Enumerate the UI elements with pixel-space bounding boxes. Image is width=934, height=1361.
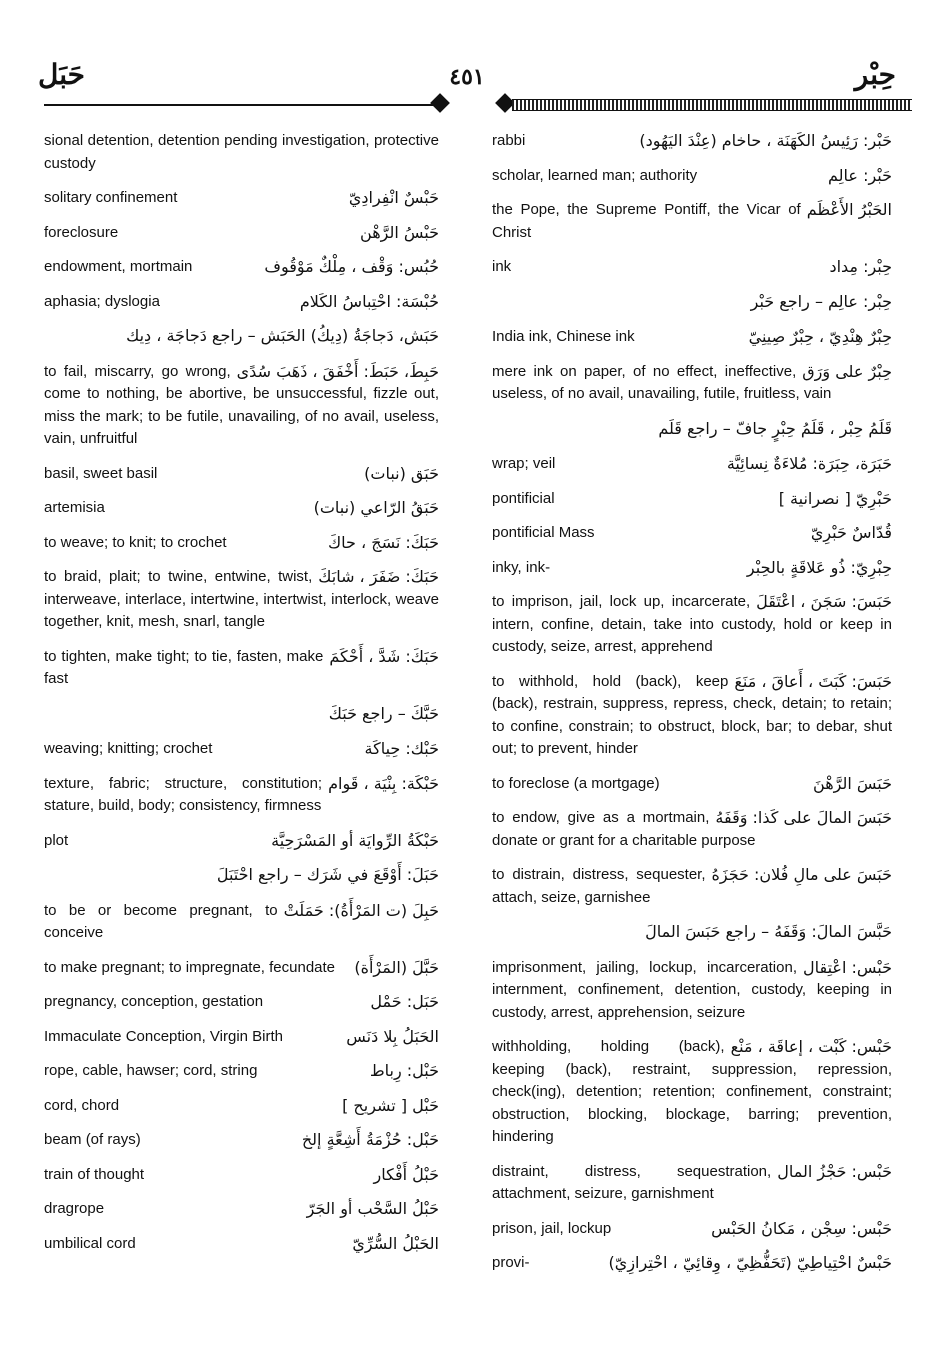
english-definition: pregnancy, conception, gestation (44, 993, 264, 1010)
dictionary-entry (492, 326, 892, 349)
english-definition: the Pope, the Supreme Pontiff, the Vicar of Christ (492, 201, 801, 241)
arabic-headword: قَلَمُ حِبْر ، قَلَمُ حِبْرٍ جافّ – راجع قَلَم (658, 418, 892, 438)
english-definition: to foreclose (a mortgage) (492, 774, 660, 792)
english-definition: mere ink on paper, of no effect, ineffective, useless, of no avail, unavailing, futile, fruitless, vain (492, 362, 832, 402)
arabic-headword: حَبْرِيّ [ نصرانية ] (778, 488, 892, 508)
english-definition: artemisia (44, 499, 105, 516)
page-number: ٤٥١ (449, 64, 485, 90)
dictionary-entry (492, 671, 892, 761)
english-definition: prison, jail, lockup (492, 1219, 612, 1237)
arabic-headword: حَبَلَ: أَوْقَعَ في شَرَك – راجع احْتَبَلَ (216, 865, 439, 884)
arabic-headword: حِبْرٌ هِنْدِيّ ، حِبْرٌ صِينِيّ (748, 327, 892, 346)
header-right-word: حِبْر (854, 58, 896, 91)
dictionary-entry (492, 291, 892, 315)
english-definition: plot (44, 831, 69, 849)
arabic-headword: حِبْرٌ على وَرَق (802, 361, 892, 381)
dictionary-entry (44, 646, 439, 691)
dictionary-entry (492, 522, 892, 545)
english-definition: ink (492, 258, 512, 275)
arabic-headword: حَبَّسَ المالَ: وَقَفَهُ – راجع حَبَسَ المالَ (645, 922, 892, 941)
dictionary-entry (492, 591, 892, 659)
english-definition: cord, chord (44, 1096, 120, 1114)
dictionary-entry (492, 130, 892, 153)
english-definition: to withhold, hold (back), keep (back), restrain, suppress, repress, check, detain; to retain; to confine, constrain; to obstruct, block, bar; to debar, shut out; to prevent, hinder (492, 672, 892, 757)
header-rule-right (512, 99, 912, 111)
dictionary-entry (492, 1161, 892, 1206)
arabic-headword: الحَبَلُ بِلا دَنَس (346, 1026, 439, 1046)
dictionary-entry (44, 532, 439, 555)
dictionary-entry (44, 1129, 439, 1152)
arabic-headword: حُبْسَة: احْتِباسُ الكَلام (299, 291, 439, 311)
left-column (44, 130, 439, 1267)
arabic-headword: حَبَقُ الرّاعي (نبات) (313, 498, 439, 517)
dictionary-entry (44, 830, 439, 853)
english-definition: foreclosure (44, 223, 119, 241)
arabic-headword: حِبْرِيّ: ذُو عَلاقَةٍ بالحِبْر (746, 557, 892, 577)
english-definition: texture, fabric; structure, constitution; stature, build, body; consistency, firmness (44, 774, 323, 814)
arabic-headword: الحَبْرُ الأَعْظَم (806, 200, 892, 219)
arabic-headword: حَبْل: حُزْمَةُ أَشِعَّةٍ إلخ (301, 1130, 439, 1149)
dictionary-entry (44, 1095, 439, 1118)
arabic-headword: حَبِطَ، حَبَطَ: أَخْفَقَ ، ذَهَبَ سُدًى (236, 361, 439, 381)
english-definition: endowment, mortmain (44, 258, 193, 275)
english-definition: to be or become pregnant, to conceive (44, 901, 278, 941)
english-definition: scholar, learned man; authority (492, 166, 698, 184)
arabic-headword: حَبَكَ: ضَفَرَ ، شابَكَ (318, 567, 439, 586)
arabic-headword: حَبْس: اعْتِقال (802, 957, 892, 977)
arabic-headword: حَبَسَ الرَّهْنَ (813, 773, 892, 793)
dictionary-entry (44, 361, 439, 451)
dictionary-entry (44, 738, 439, 761)
arabic-headword: حَبْسٌ انْفِرادِيّ (348, 188, 439, 207)
arabic-headword: حَبَكَ: شَدَّ ، أَحْكَمَ (329, 646, 439, 666)
arabic-headword: حِبْر: مِداد (829, 257, 892, 276)
arabic-headword: حِبْر: عالِم – راجع حَبْر (750, 291, 892, 311)
dictionary-entry (44, 463, 439, 486)
dictionary-entry (44, 773, 439, 818)
arabic-headword: حَبَل: حَمْل (370, 992, 439, 1011)
english-definition: Immaculate Conception, Virgin Birth (44, 1027, 284, 1045)
dictionary-entry (44, 130, 439, 175)
arabic-headword: حَبْر: عالِم (828, 165, 892, 185)
header-left-word: حَبَل (38, 58, 85, 91)
dictionary-entry (492, 256, 892, 279)
english-definition: India ink, Chinese ink (492, 328, 635, 345)
dictionary-entry (44, 222, 439, 245)
dictionary-entry (492, 1218, 892, 1241)
arabic-headword: حَبَّلَ (المَرْأَة) (354, 957, 439, 977)
english-definition: pontificial Mass (492, 524, 595, 541)
english-definition: weaving; knitting; crochet (44, 740, 213, 757)
english-definition: withholding, holding (back), keeping (back), restraint, suppression, repression, check(ing), detention; retention; confinement, constraint; obstruction, blocking, blockage, barring; prevention, hindering (492, 1038, 892, 1145)
dictionary-entry (44, 1026, 439, 1049)
english-definition: dragrope (44, 1200, 105, 1217)
arabic-headword: حَبْس: كَبْت ، إعاقَة ، مَنْع (730, 1037, 892, 1056)
arabic-headword: حَبْسُ الرَّهْن (360, 222, 439, 242)
dictionary-entry (44, 1164, 439, 1187)
english-definition: basil, sweet basil (44, 464, 158, 482)
arabic-headword: حَبْل [ تشريح ] (342, 1095, 439, 1115)
dictionary-entry (44, 1233, 439, 1256)
english-definition: pontificial (492, 489, 555, 507)
arabic-headword: حَبْس: حَجْزُ المال (777, 1161, 892, 1181)
dictionary-entry (44, 256, 439, 279)
dictionary-entry (44, 1198, 439, 1221)
arabic-headword: حَبَسَ: كَبَتَ ، أَعاقَ ، مَنَعَ (734, 671, 892, 691)
arabic-headword: حَبَسَ: سَجَنَ ، اعْتَقَلَ (756, 592, 892, 611)
english-definition: aphasia; dyslogia (44, 292, 160, 310)
english-definition: inky, ink- (492, 558, 551, 576)
arabic-headword: قُدّاسٌ حَبْرِيّ (810, 523, 892, 542)
arabic-headword: حَبْسٌ احْتِياطِيّ (تَحَفُّظِيّ ، وِقائِيّ ، احْتِرازِيّ) (608, 1253, 892, 1272)
english-definition: imprisonment, jailing, lockup, incarceration, internment, confinement, detention, custody, keeping in custody, arrest, apprehension, seizure (492, 958, 892, 1021)
english-definition: provi- (492, 1254, 530, 1271)
english-definition: wrap; veil (492, 455, 556, 472)
dictionary-entry (44, 991, 439, 1014)
dictionary-entry (44, 291, 439, 314)
dictionary-entry (44, 957, 439, 980)
english-definition: beam (of rays) (44, 1131, 141, 1148)
arabic-headword: حُبُس: وَقْف ، مِلْكٌ مَوْقُوف (264, 257, 439, 276)
english-definition: to braid, plait; to twine, entwine, twist, interweave, interlace, intertwine, intertwist, interlock, weave together, knit, mesh, snarl, tangle (44, 568, 439, 630)
arabic-headword: حَبَرَة، حِبَرَة: مُلاءَةٌ نِسائِيَّة (726, 454, 892, 473)
arabic-headword: حَبْك: حِياكَة (364, 739, 439, 758)
arabic-headword: حَبَق (نبات) (364, 463, 439, 483)
arabic-headword: حَبْس: سِجْن ، مَكانُ الحَبْس (711, 1218, 892, 1238)
arabic-headword: حَبَكَ: نَسَجَ ، حاكَ (327, 532, 439, 552)
english-definition: train of thought (44, 1165, 145, 1183)
arabic-headword: حَبْلُ أَفْكار (373, 1164, 439, 1184)
dictionary-entry (492, 864, 892, 909)
dictionary-entry (492, 957, 892, 1025)
dictionary-entry (492, 361, 892, 406)
arabic-headword: حَبَسَ على مالِ فُلان: حَجَزَهُ (711, 865, 892, 884)
arabic-headword: حَبْكَة: بِنْيَة ، قَوام (328, 773, 439, 793)
arabic-headword: حَبْر: رَئِيسُ الكَهَنَة ، حاخام (عِنْدَ اليَهُود) (639, 131, 892, 150)
dictionary-entry (492, 488, 892, 511)
dictionary-entry (44, 566, 439, 634)
dictionary-entry (44, 497, 439, 520)
dictionary-entry (492, 773, 892, 796)
english-definition: rope, cable, hawser; cord, string (44, 1062, 258, 1079)
dictionary-entry (44, 187, 439, 210)
dictionary-entry (492, 418, 892, 442)
diamond-ornament-left (430, 93, 450, 113)
english-definition: to endow, give as a mortmain, donate or grant for a charitable purpose (492, 809, 756, 849)
arabic-headword: حَبْل: رِباط (369, 1061, 439, 1080)
english-definition: to imprison, jail, lock up, incarcerate, intern, confine, detain, take into custody, hold or keep in custody, seize, arrest, apprehend (492, 593, 892, 655)
english-definition: umbilical cord (44, 1234, 136, 1252)
dictionary-entry (492, 557, 892, 580)
arabic-headword: حَبَش، دَجاجَةُ (دِيكُ) الحَبَش – راجع دَجاجَة ، دِيك (126, 326, 439, 345)
english-definition: solitary confinement (44, 189, 178, 206)
dictionary-entry (492, 921, 892, 945)
arabic-headword: حَبْكَةُ الرِّوايَة أو المَسْرَحِيَّة (271, 830, 439, 850)
arabic-headword: الحَبْلُ السُّرِّيّ (352, 1233, 439, 1253)
english-definition: to tighten, make tight; to tie, fasten, make fast (44, 647, 324, 687)
arabic-headword: حَبَسَ المالَ على كَذا: وَقَفَهُ (715, 808, 892, 827)
arabic-headword: حَبِلَ (ت المَرْأَةُ): حَمَلَتْ (283, 900, 439, 920)
dictionary-entry (44, 900, 439, 945)
arabic-headword: حَبْلُ السَّحْب أو الجَرّ (306, 1199, 439, 1218)
english-definition: rabbi (492, 132, 526, 149)
english-definition: to weave; to knit; to crochet (44, 533, 227, 551)
english-definition: sional detention, detention pending investigation, protective custody (44, 132, 439, 172)
english-definition: to distrain, distress, sequester, attach, seize, garnishee (492, 866, 706, 906)
dictionary-entry (492, 807, 892, 852)
dictionary-entry (44, 703, 439, 727)
english-definition: to fail, miscarry, go wrong, come to nothing, be abortive, be unsuccessful, fizzle out, miss the mark; to be futile, unavailing, of no avail, useless, vain, unfruitful (44, 362, 439, 447)
dictionary-entry (44, 864, 439, 888)
dictionary-entry (492, 165, 892, 188)
dictionary-entry (44, 1060, 439, 1083)
right-column (492, 130, 892, 1287)
header-rule-left (44, 104, 436, 106)
arabic-headword: حَبَّكَ – راجع حَبَكَ (328, 703, 439, 723)
english-definition: to make pregnant; to impregnate, fecundate (44, 958, 336, 976)
dictionary-entry (44, 325, 439, 349)
dictionary-entry (492, 1036, 892, 1149)
dictionary-entry (492, 453, 892, 476)
dictionary-entry (492, 199, 892, 244)
english-definition: distraint, distress, sequestration, attachment, seizure, garnishment (492, 1162, 772, 1202)
dictionary-entry (492, 1252, 892, 1275)
